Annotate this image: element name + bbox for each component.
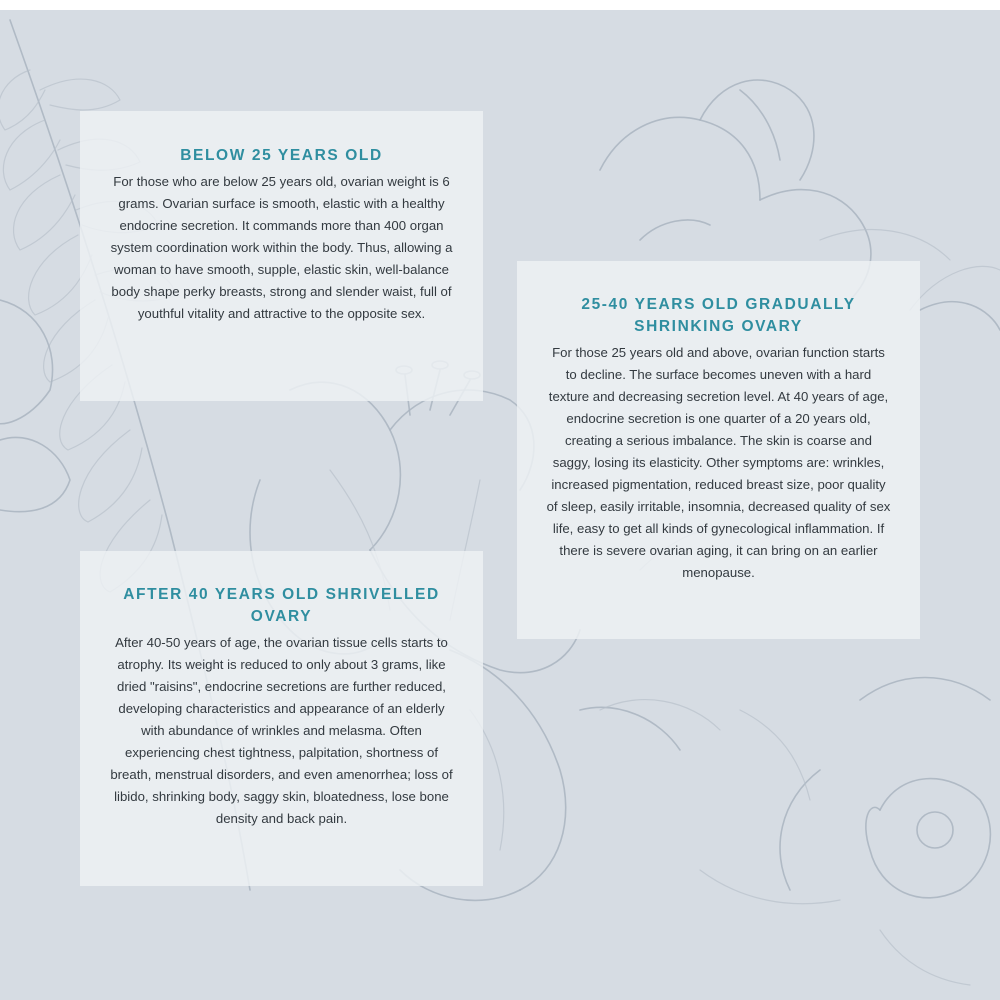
after-40-card [80,551,483,886]
25-40-card [517,261,920,639]
floral-background-panel [0,10,1000,1000]
below-25-card [80,111,483,401]
below-25-body: For those who are below 25 years old, ovarian weight is 6 grams. Ovarian surface is smooth, elastic with a healthy endocrine secretion. It commands more than 400 organ system coordination work within the body. Thus, allowing a woman to have smooth, supple, elastic skin, well-balance body shape perky breasts, strong and slender waist, full of youthful vitality and attractive to the opposite sex. [110,174,453,321]
after-40-title: AFTER 40 YEARS OLD SHRIVELLED OVARY [123,586,440,625]
after-40-body: After 40-50 years of age, the ovarian tissue cells starts to atrophy. Its weight is reduced to only about 3 grams, like dried "raisins", endocrine secretions are further reduced, developing characteristics and appearance of an elderly with abundance of wrinkles and melasma. Often experiencing chest tightness, palpitation, shortness of breath, menstrual disorders, and even amenorrhea; loss of libido, shrinking body, saggy skin, bloatedness, lose bone density and back pain. [110,635,453,826]
25-40-title: 25-40 YEARS OLD GRADUALLY SHRINKING OVARY [581,296,856,335]
below-25-title: BELOW 25 YEARS OLD [180,147,383,164]
25-40-body: For those 25 years old and above, ovarian function starts to decline. The surface becomes uneven with a hard texture and decreasing secretion level. At 40 years of age, endocrine secretion is one quarter of a 20 years old, creating a serious imbalance. The skin is coarse and saggy, losing its elasticity. Other symptoms are: wrinkles, increased pigmentation, reduced breast size, poor quality of sleep, easily irritable, insomnia, decreased quality of sex life, easy to get all kinds of gynecological inflammation. If there is severe ovarian aging, it can bring on an earlier menopause. [546,345,891,580]
